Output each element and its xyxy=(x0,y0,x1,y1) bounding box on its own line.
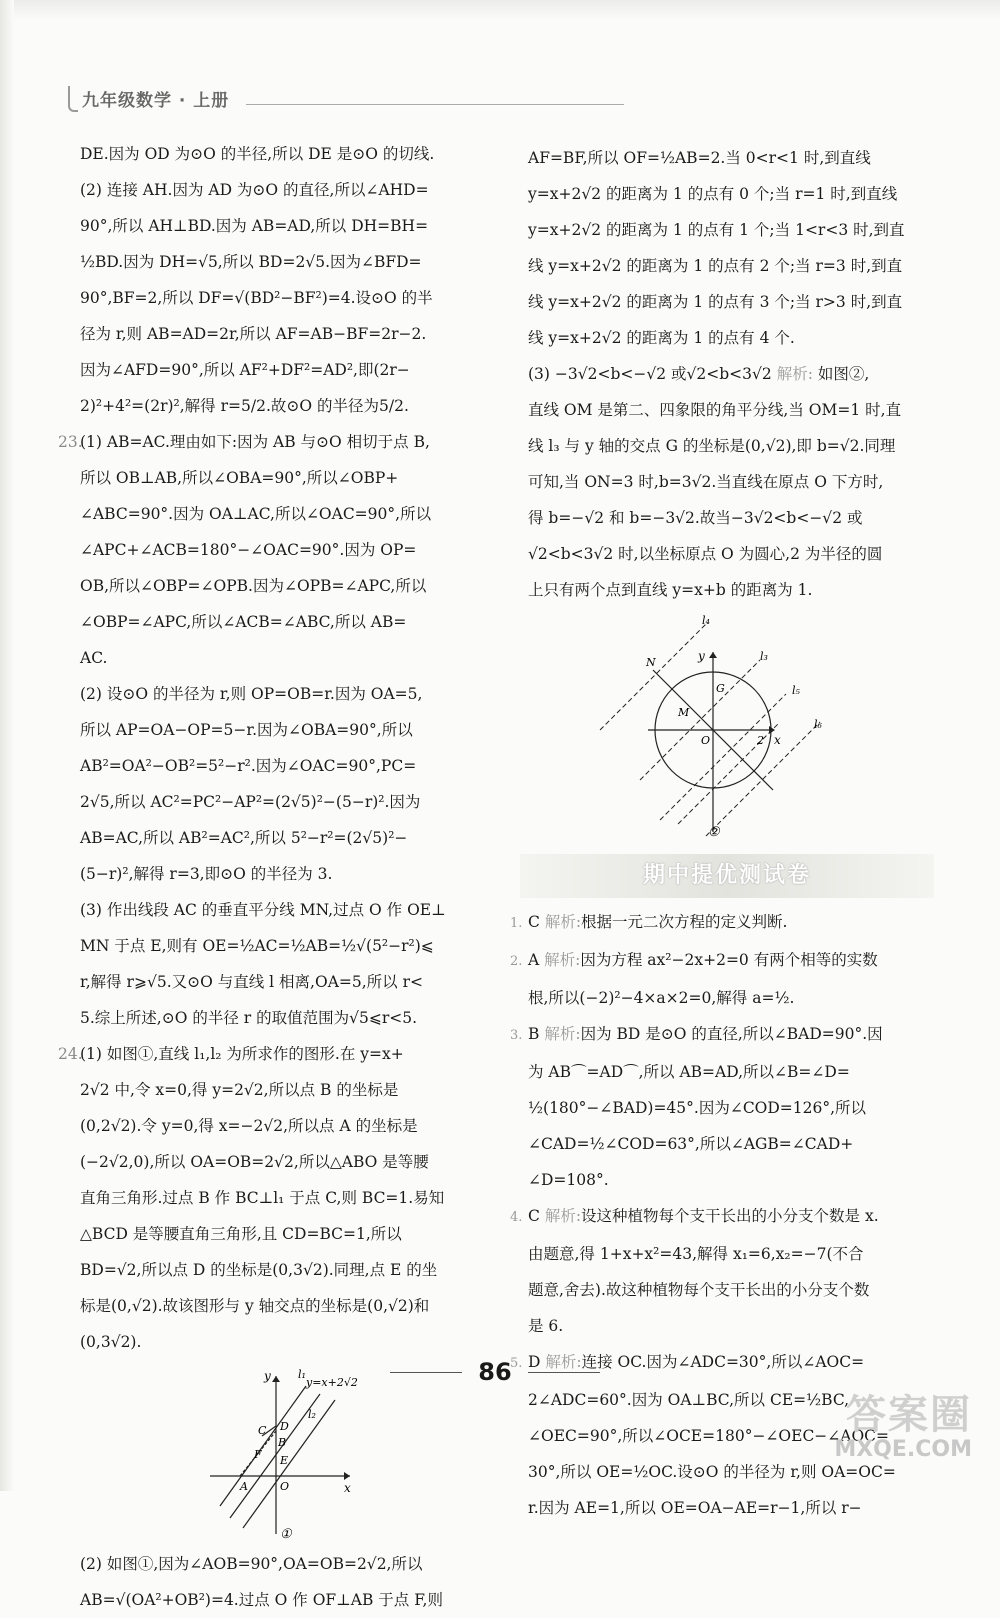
left-column xyxy=(58,136,480,1618)
text-line: (2) 如图①,因为∠AOB=90°,OA=OB=2√2,所以 xyxy=(80,1555,423,1573)
text-line: (1) AB=AC.理由如下:因为 AB 与⊙O 相切于点 B, xyxy=(80,433,430,451)
fig2-label-n: N xyxy=(646,656,656,669)
fig1-label-c: C xyxy=(258,1424,267,1437)
q24-answer xyxy=(58,1036,480,1618)
y-arrow xyxy=(272,1376,280,1382)
text-line: (0,2√2).令 y=0,得 x=−2√2,所以点 A 的坐标是 xyxy=(80,1117,418,1135)
text-line: 由题意,得 1+x+x²=43,解得 x₁=6,x₂=−7(不合 xyxy=(528,1245,864,1263)
fig1-label-l1: l₁ xyxy=(298,1368,306,1381)
text-line: 可知,当 ON=3 时,b=3√2.当直线在原点 O 下方时, xyxy=(528,473,884,491)
page-top-shadow xyxy=(0,0,1000,20)
fig2-caption: ② xyxy=(708,825,720,840)
text-line: 标是(0,√2).故该图形与 y 轴交点的坐标是(0,√2)和 xyxy=(80,1297,430,1315)
question-number: 23. xyxy=(58,433,83,451)
text-line: 直角三角形.过点 B 作 BC⊥l₁ 于点 C,则 BC=1.易知 xyxy=(80,1189,445,1207)
text-line: y=x+2√2 的距离为 1 的点有 0 个;当 r=1 时,到直线 xyxy=(528,185,898,203)
text-line: 线 y=x+2√2 的距离为 1 的点有 3 个;当 r>3 时,到直 xyxy=(528,293,903,311)
figure-2 xyxy=(528,610,928,840)
y-arrow xyxy=(709,652,717,658)
text-line: 为 AB⌒=AD⌒,所以 AB=AD,所以∠B=∠D= xyxy=(528,1063,850,1081)
text-line: AC. xyxy=(80,649,108,667)
page-edge-shadow xyxy=(0,0,14,1491)
text-line: OB,所以∠OBP=∠OPB.因为∠OPB=∠APC,所以 xyxy=(80,577,427,595)
footer-rule-left xyxy=(390,1372,462,1373)
fig1-label-x: x xyxy=(344,1481,351,1495)
line-l3 xyxy=(640,660,760,780)
text-line: ∠APC+∠ACB=180°−∠OAC=90°.因为 OP= xyxy=(80,541,417,559)
figure-1 xyxy=(80,1366,480,1546)
text-line: 上只有两个点到直线 y=x+b 的距离为 1. xyxy=(528,581,813,599)
watermark-url: MXQE.COM xyxy=(834,1437,972,1462)
text-line: (0,3√2). xyxy=(80,1333,142,1351)
section-title: 期中提优测试卷 xyxy=(642,863,811,888)
analysis-label: 解析: xyxy=(776,365,813,383)
mc-answer-2 xyxy=(510,942,938,1016)
page-number: 86 xyxy=(478,1358,512,1386)
fig2-label-l6: l₆ xyxy=(814,718,822,731)
answer-choice: C xyxy=(528,1207,540,1225)
text-line: 直线 OM 是第二、四象限的角平分线,当 OM=1 时,直 xyxy=(528,401,902,419)
answer-choice: C xyxy=(528,913,540,931)
text-line: (3) 作出线段 AC 的垂直平分线 MN,过点 O 作 OE⊥ xyxy=(80,901,446,919)
text-line: (2) 设⊙O 的半径为 r,则 OP=OB=r.因为 OA=5, xyxy=(80,685,423,703)
text-line: 因为方程 ax²−2x+2=0 有两个相等的实数 xyxy=(580,951,878,969)
text-line: 径为 r,则 AB=AD=2r,所以 AF=AB−BF=2r−2. xyxy=(80,325,427,343)
text-line: 题意,舍去).故这种植物每个支干长出的小分支个数 xyxy=(528,1281,870,1299)
text-line: 线 l₃ 与 y 轴的交点 G 的坐标是(0,√2),即 b=√2.同理 xyxy=(528,437,896,455)
text-line: ∠D=108°. xyxy=(528,1171,609,1189)
fig1-label-o: O xyxy=(280,1480,290,1493)
text-line: ½(180°−∠BAD)=45°.因为∠COD=126°,所以 xyxy=(528,1099,867,1117)
text-line: MN 于点 E,则有 OE=½AC=½AB=½√(5²−r²)⩽ xyxy=(80,937,434,955)
footer-rule-right xyxy=(528,1372,600,1373)
fig2-label-o: O xyxy=(701,734,711,747)
fig2-label-m: M xyxy=(678,706,690,719)
fig2-label-l5: l₅ xyxy=(792,684,800,697)
text-line: 90°,所以 AH⊥BD.因为 AB=AD,所以 DH=BH= xyxy=(80,217,429,235)
figure-2-diagram xyxy=(528,610,928,840)
watermark-logo: 答案圈 xyxy=(846,1392,972,1438)
fig1-label-f: F xyxy=(254,1448,262,1461)
x-arrow xyxy=(344,1472,350,1480)
analysis-label: 解析: xyxy=(544,951,581,969)
fig1-label-b: B xyxy=(278,1436,287,1449)
q23-answer xyxy=(58,424,480,1036)
part3-answer: (3) −3√2<b<−√2 或√2<b<3√2 xyxy=(528,365,772,383)
question-number: 2. xyxy=(510,954,523,969)
fig2-label-2: 2 xyxy=(757,734,764,747)
text-line: AB²=OA²−OB²=5²−r².因为∠OAC=90°,PC= xyxy=(80,757,417,775)
q22-continuation xyxy=(80,136,480,424)
text-line: 是 6. xyxy=(528,1317,564,1335)
figure-1-diagram xyxy=(80,1366,480,1546)
text-line: 所以 OB⊥AB,所以∠OBA=90°,所以∠OBP+ xyxy=(80,469,399,487)
text-line: (2) 连接 AH.因为 AD 为⊙O 的直径,所以∠AHD= xyxy=(80,181,429,199)
text-line: ∠OEC=90°,所以∠OCE=180°−∠OEC−∠AOC= xyxy=(528,1427,890,1445)
text-line: ∠CAD=½∠COD=63°,所以∠AGB=∠CAD+ xyxy=(528,1135,854,1153)
text-line: (5−r)²,解得 r=3,即⊙O 的半径为 3. xyxy=(80,865,333,883)
text-line: 2√2 中,令 x=0,得 y=2√2,所以点 B 的坐标是 xyxy=(80,1081,399,1099)
fig2-label-l3: l₃ xyxy=(760,650,768,663)
answer-choice: D xyxy=(528,1353,541,1371)
text-line: 5.综上所述,⊙O 的半径 r 的取值范围为√5⩽r<5. xyxy=(80,1009,418,1027)
question-number: 3. xyxy=(510,1028,523,1043)
fig2-label-x: x xyxy=(774,733,781,747)
text-line: 90°,BF=2,所以 DF=√(BD²−BF²)=4.设⊙O 的半 xyxy=(80,289,433,307)
fig1-label-l2: l₂ xyxy=(308,1408,316,1421)
text-line: r,解得 r⩾√5.又⊙O 与直线 l 相离,OA=5,所以 r< xyxy=(80,973,423,991)
text-line: AB=AC,所以 AB²=AC²,所以 5²−r²=(2√5)²− xyxy=(80,829,408,847)
text-fragment: 如图②, xyxy=(817,365,870,383)
text-line: 因为∠AFD=90°,所以 AF²+DF²=AD²,即(2r− xyxy=(80,361,410,379)
analysis-label: 解析: xyxy=(544,1207,582,1225)
fig2-label-y: y xyxy=(698,649,705,663)
fig2-label-l4: l₄ xyxy=(702,614,710,627)
answer-choice: B xyxy=(528,1025,540,1043)
text-line: (−2√2,0),所以 OA=OB=2√2,所以△ABO 是等腰 xyxy=(80,1153,429,1171)
fig1-label-d: D xyxy=(280,1420,289,1433)
line-l1 xyxy=(243,1400,335,1528)
text-line: ∠OBP=∠APC,所以∠ACB=∠ABC,所以 AB= xyxy=(80,613,407,631)
watermark xyxy=(752,1383,982,1473)
text-line: BD=√2,所以点 D 的坐标是(0,3√2).同理,点 E 的坐 xyxy=(80,1261,438,1279)
text-line: y=x+2√2 的距离为 1 的点有 1 个;当 1<r<3 时,到直 xyxy=(528,221,905,239)
header-title: 九年级数学 · 上册 xyxy=(82,91,230,111)
text-line: DE.因为 OD 为⊙O 的半径,所以 DE 是⊙O 的切线. xyxy=(80,145,435,163)
right-column xyxy=(510,140,938,1526)
text-line: r.因为 AE=1,所以 OE=OA−AE=r−1,所以 r− xyxy=(528,1499,862,1517)
text-line: ∠ABC=90°.因为 OA⊥AC,所以∠OAC=90°,所以 xyxy=(80,505,432,523)
text-line: △BCD 是等腰直角三角形,且 CD=BC=1,所以 xyxy=(80,1225,402,1243)
header-bracket xyxy=(68,86,78,112)
mc-answer-3 xyxy=(510,1016,938,1198)
text-line: √2<b<3√2 时,以坐标原点 O 为圆心,2 为半径的圆 xyxy=(528,545,883,563)
running-header xyxy=(68,84,628,114)
text-line: 因为 BD 是⊙O 的直径,所以∠BAD=90°.因 xyxy=(580,1025,883,1043)
text-line: 设这种植物每个支干长出的小分支个数是 x. xyxy=(581,1207,879,1225)
text-line: 2∠ADC=60°.因为 OA⊥BC,所以 CE=½BC, xyxy=(528,1391,850,1409)
line-y-x-2root2 xyxy=(230,1394,320,1518)
analysis-label: 解析: xyxy=(544,1025,581,1043)
question-number: 4. xyxy=(510,1210,523,1225)
mc-answer-1 xyxy=(510,904,938,942)
text-line: 2)²+4²=(2r)²,解得 r=5/2.故⊙O 的半径为5/2. xyxy=(80,397,409,415)
fig1-label-e: E xyxy=(280,1454,289,1467)
line-l2 xyxy=(220,1386,306,1506)
text-line: 所以 AP=OA−OP=5−r.因为∠OBA=90°,所以 xyxy=(80,721,413,739)
fig1-label-eq: y=x+2√2 xyxy=(306,1376,358,1389)
answer-choice: A xyxy=(528,951,540,969)
text-line: 2√5,所以 AC²=PC²−AP²=(2√5)²−(5−r)².因为 xyxy=(80,793,421,811)
question-number: 1. xyxy=(510,916,523,931)
text-line: 线 y=x+2√2 的距离为 1 的点有 2 个;当 r=3 时,到直 xyxy=(528,257,903,275)
section-banner xyxy=(520,854,934,898)
analysis-label: 解析: xyxy=(544,913,582,931)
text-line: 得 b=−√2 和 b=−3√2.故当−3√2<b<−√2 或 xyxy=(528,509,863,527)
text-line: 根据一元二次方程的定义判断. xyxy=(581,913,788,931)
text-line: 连接 OC.因为∠ADC=30°,所以∠AOC= xyxy=(581,1353,865,1371)
fig2-label-g: G xyxy=(716,682,725,695)
fig1-label-a: A xyxy=(240,1480,248,1493)
mc-answer-4 xyxy=(510,1198,938,1344)
text-line: AB=√(OA²+OB²)=4.过点 O 作 OF⊥AB 于点 F,则 xyxy=(80,1591,443,1609)
question-number: 5. xyxy=(510,1356,523,1371)
fig1-label-y: y xyxy=(264,1369,271,1383)
header-rule xyxy=(246,104,624,105)
text-line: 30°,所以 OE=½OC.设⊙O 的半径为 r,则 OA=OC= xyxy=(528,1463,896,1481)
question-number: 24. xyxy=(58,1045,83,1063)
analysis-label: 解析: xyxy=(545,1353,582,1371)
text-line: ½BD.因为 DH=√5,所以 BD=2√5.因为∠BFD= xyxy=(80,253,422,271)
text-line: AF=BF,所以 OF=½AB=2.当 0<r<1 时,到直线 xyxy=(528,149,871,167)
text-line: 线 y=x+2√2 的距离为 1 的点有 4 个. xyxy=(528,329,795,347)
page-footer xyxy=(390,1358,600,1388)
text-line: (1) 如图①,直线 l₁,l₂ 为所求作的图形.在 y=x+ xyxy=(80,1045,404,1063)
text-line: 根,所以(−2)²−4×a×2=0,解得 a=½. xyxy=(528,989,795,1007)
fig1-caption: ① xyxy=(280,1527,292,1542)
